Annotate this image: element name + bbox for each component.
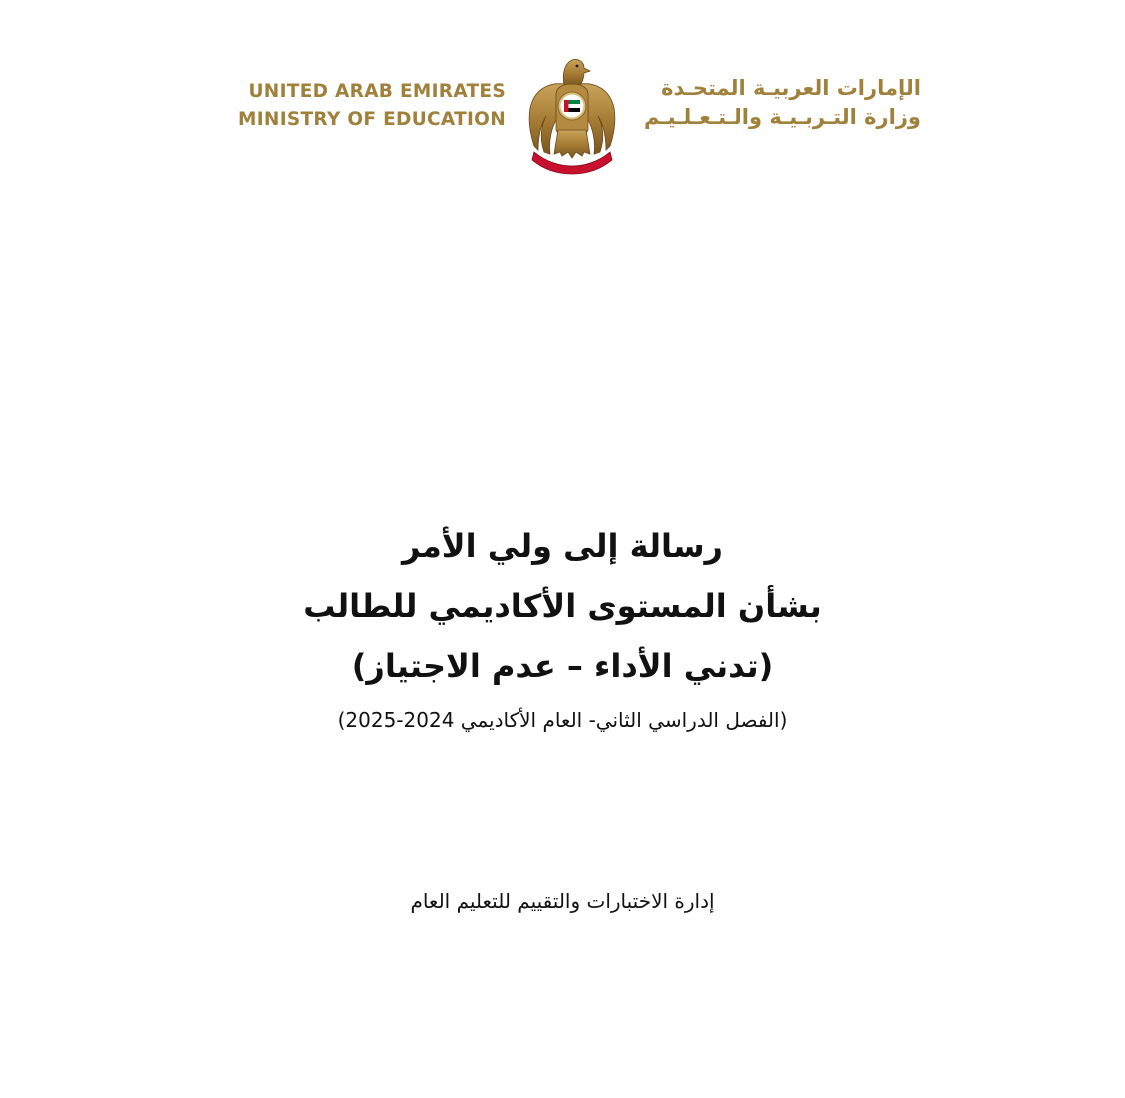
title-line-1: رسالة إلى ولي الأمر [402,527,723,565]
title-line-3: (تدني الأداء – عدم الاجتياز) [351,647,774,685]
title-line-2: بشأن المستوى الأكاديمي للطالب [303,587,822,625]
ministry-header [0,52,1125,178]
document-title [0,516,1125,734]
en-ministry-name: MINISTRY OF EDUCATION [238,109,506,130]
ar-country-name: الإمارات العربيـة المتحـدة [661,76,921,100]
uae-falcon-emblem [524,54,620,176]
en-country-name: UNITED ARAB EMIRATES [248,81,506,102]
english-ministry-name [238,78,506,134]
arabic-ministry-name [644,74,921,132]
document-subtitle: (الفصل الدراسي الثاني- العام الأكاديمي 2024-2025) [337,708,788,732]
ar-ministry-name: وزارة التـربـيـة والـتـعـلـيـم [644,105,921,129]
department-name: إدارة الاختبارات والتقييم للتعليم العام [410,889,715,913]
